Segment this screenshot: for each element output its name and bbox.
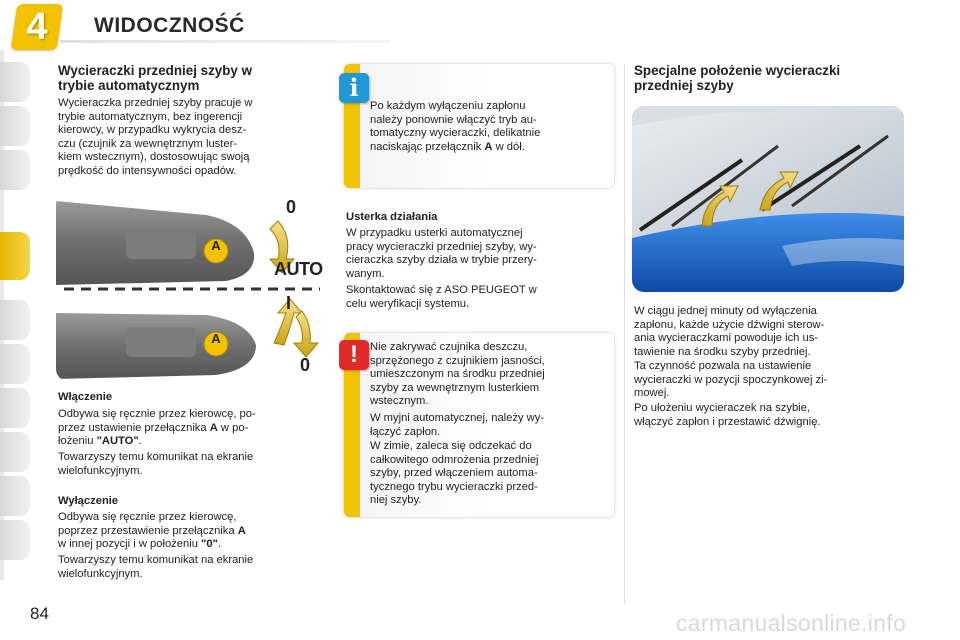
text-line: wanym.	[346, 267, 385, 280]
chapter-tab-9[interactable]	[0, 476, 30, 516]
text-line: Ta czynność pozwala na ustawienie	[634, 360, 812, 372]
chapter-tab-6[interactable]	[0, 344, 30, 384]
text-line: tawienie na środku szyby przedniej.	[634, 345, 811, 358]
text-line: należy ponownie włączyć tryb au-	[370, 113, 537, 126]
warning-text-1	[370, 341, 606, 409]
text-line: całkowitego odmrożenia przedniej	[370, 453, 539, 466]
text-span-bold: A	[209, 421, 218, 434]
text-line: Po każdym wyłączeniu zapłonu	[370, 100, 526, 112]
section-heading-auto-wipers	[58, 63, 328, 93]
text-span: w dół.	[492, 140, 525, 153]
contact-dealer-paragraph	[346, 284, 616, 311]
chapter-tab-3[interactable]	[0, 150, 30, 190]
text-span: naciskając przełącznik	[370, 140, 485, 153]
text-line: Towarzyszy temu komunikat na ekranie	[58, 554, 254, 566]
text-line: wstecznym.	[370, 395, 429, 407]
stalk-top-ring	[126, 229, 196, 259]
label-position-0: 0	[286, 197, 297, 217]
chapter-tab-10[interactable]	[0, 520, 30, 560]
wiper-stalk-drawing	[56, 193, 328, 381]
text-line: tycznego trybu wycieraczki przed-	[370, 480, 538, 493]
switch-on-paragraph	[58, 408, 326, 449]
label-position-auto: AUTO	[274, 259, 323, 279]
text-line: włączyć zapłon i przestawić dźwignię.	[634, 415, 821, 428]
text-line: Skontaktować się z ASO PEUGEOT w	[346, 284, 537, 296]
heading-line: Specjalne położenie wycieraczki	[634, 63, 841, 78]
page-number: 84	[30, 604, 49, 623]
text-line: sprzężonego z czujnikiem jasności,	[370, 354, 545, 367]
switch-off-message-paragraph	[58, 554, 326, 581]
text-line: wycieraczki w pozycji spoczynkowej zi-	[634, 373, 828, 386]
text-line: kiem wstecznym), dostosowując swoją	[58, 151, 250, 163]
text-line: mowej.	[634, 387, 670, 399]
chapter-tab-5[interactable]	[0, 300, 30, 340]
windshield-photo	[632, 106, 904, 292]
info-box-text	[370, 100, 606, 154]
heading-line: trybie automatycznym	[58, 78, 200, 93]
text-span-bold: "0"	[201, 538, 218, 550]
text-line: wielofunkcyjnym.	[58, 464, 143, 477]
text-line: kierowcy, w przypadku wykrycia desz-	[58, 124, 247, 136]
text-span: poprzez przestawienie przełącznika	[58, 524, 238, 537]
warning-icon: !	[339, 340, 369, 370]
text-line: zapłonu, każde użycie dźwigni sterow-	[634, 318, 825, 331]
text-line: umieszczonym na środku przedniej	[370, 368, 545, 380]
label-position-0: 0	[300, 355, 311, 375]
warning-text-3	[370, 440, 606, 508]
text-line: cieraczka szyby działa w trybie przery-	[346, 254, 537, 266]
switch-on-message-paragraph	[58, 451, 326, 478]
special-position-paragraph-3	[634, 402, 904, 429]
text-span: .	[138, 435, 142, 447]
switch-off-paragraph	[58, 511, 326, 552]
intro-paragraph	[58, 97, 326, 178]
column-divider	[624, 64, 625, 604]
chapter-number: 4	[26, 6, 48, 48]
text-line: Po ułożeniu wycieraczek na szybie,	[634, 402, 810, 414]
label-switch-a: A	[211, 238, 221, 253]
header-divider	[60, 40, 390, 43]
text-line: ania wycieraczkami powoduje ich us-	[634, 332, 819, 344]
text-line: celu weryfikacji systemu.	[346, 297, 470, 310]
text-span-bold: A	[484, 140, 493, 153]
text-line: pracy wycieraczki przedniej szyby, wy-	[346, 240, 537, 253]
text-line: szyby za wewnętrznym lusterkiem	[370, 381, 540, 394]
text-line: Odbywa się ręcznie przez kierowcę,	[58, 511, 237, 523]
warning-text-2	[370, 412, 606, 439]
text-span-bold: "AUTO"	[96, 435, 139, 447]
text-line: wielofunkcyjnym.	[58, 567, 143, 580]
text-span: .	[217, 538, 221, 550]
text-line	[58, 538, 326, 552]
text-line: niej szyby.	[370, 494, 422, 506]
text-line	[58, 435, 326, 449]
special-position-paragraph-2	[634, 360, 904, 401]
text-line: W ciągu jednej minuty od wyłączenia	[634, 305, 817, 317]
text-line: łączyć zapłon.	[370, 425, 441, 438]
text-line: trybie automatycznym, bez ingerencji	[58, 110, 243, 123]
chapter-tab-7[interactable]	[0, 388, 30, 428]
text-line: prędkość do intensywności opadów.	[58, 164, 237, 177]
subheading-switch-off: Wyłączenie	[58, 495, 119, 507]
subheading-switch-on: Włączenie	[58, 391, 113, 403]
heading-line: Wycieraczki przedniej szyby w	[58, 63, 253, 78]
malfunction-paragraph	[346, 227, 616, 281]
text-line: W przypadku usterki automatycznej	[346, 227, 523, 239]
text-span: łożeniu	[58, 435, 97, 447]
arrow-down-icon	[294, 311, 318, 357]
text-span: w innej pozycji i w położeniu	[58, 538, 202, 550]
label-position-i: I	[286, 293, 292, 313]
text-line: Odbywa się ręcznie przez kierowcę, po-	[58, 408, 256, 420]
page-title: WIDOCZNOŚĆ	[94, 14, 245, 37]
subheading-malfunction: Usterka działania	[346, 211, 438, 223]
text-span-bold: A	[237, 524, 246, 537]
text-line	[58, 525, 326, 539]
windshield-drawing	[632, 106, 904, 292]
chapter-tab-8[interactable]	[0, 432, 30, 472]
chapter-tab-4-active[interactable]	[0, 232, 30, 280]
stalk-bottom-ring	[126, 327, 196, 357]
text-line: W myjni automatycznej, należy wy-	[370, 412, 545, 424]
text-line: W zimie, zaleca się odczekać do	[370, 440, 532, 452]
text-line	[370, 141, 606, 155]
text-line: Nie zakrywać czujnika deszczu,	[370, 341, 528, 353]
text-line: tomatyczny wycieraczki, delikatnie	[370, 127, 541, 139]
watermark-text: carmanualsonline.info	[676, 610, 907, 636]
wiper-stalk-illustration	[56, 193, 328, 381]
text-span: w po-	[217, 421, 249, 434]
text-span: przez ustawienie przełącznika	[58, 421, 210, 434]
heading-line: przedniej szyby	[634, 78, 734, 93]
label-switch-a: A	[211, 331, 221, 346]
chapter-tab-2[interactable]	[0, 106, 30, 146]
info-icon: i	[339, 73, 369, 103]
text-line: Towarzyszy temu komunikat na ekranie	[58, 451, 254, 463]
text-line: Wycieraczka przedniej szyby pracuje w	[58, 97, 253, 109]
text-line	[58, 422, 326, 436]
special-position-paragraph-1	[634, 305, 904, 359]
section-heading-special-position	[634, 63, 924, 93]
text-line: czu (czujnik za wewnętrznym luster-	[58, 137, 238, 150]
chapter-tab-1[interactable]	[0, 62, 30, 102]
text-line: szyby, przed włączeniem automa-	[370, 467, 538, 479]
